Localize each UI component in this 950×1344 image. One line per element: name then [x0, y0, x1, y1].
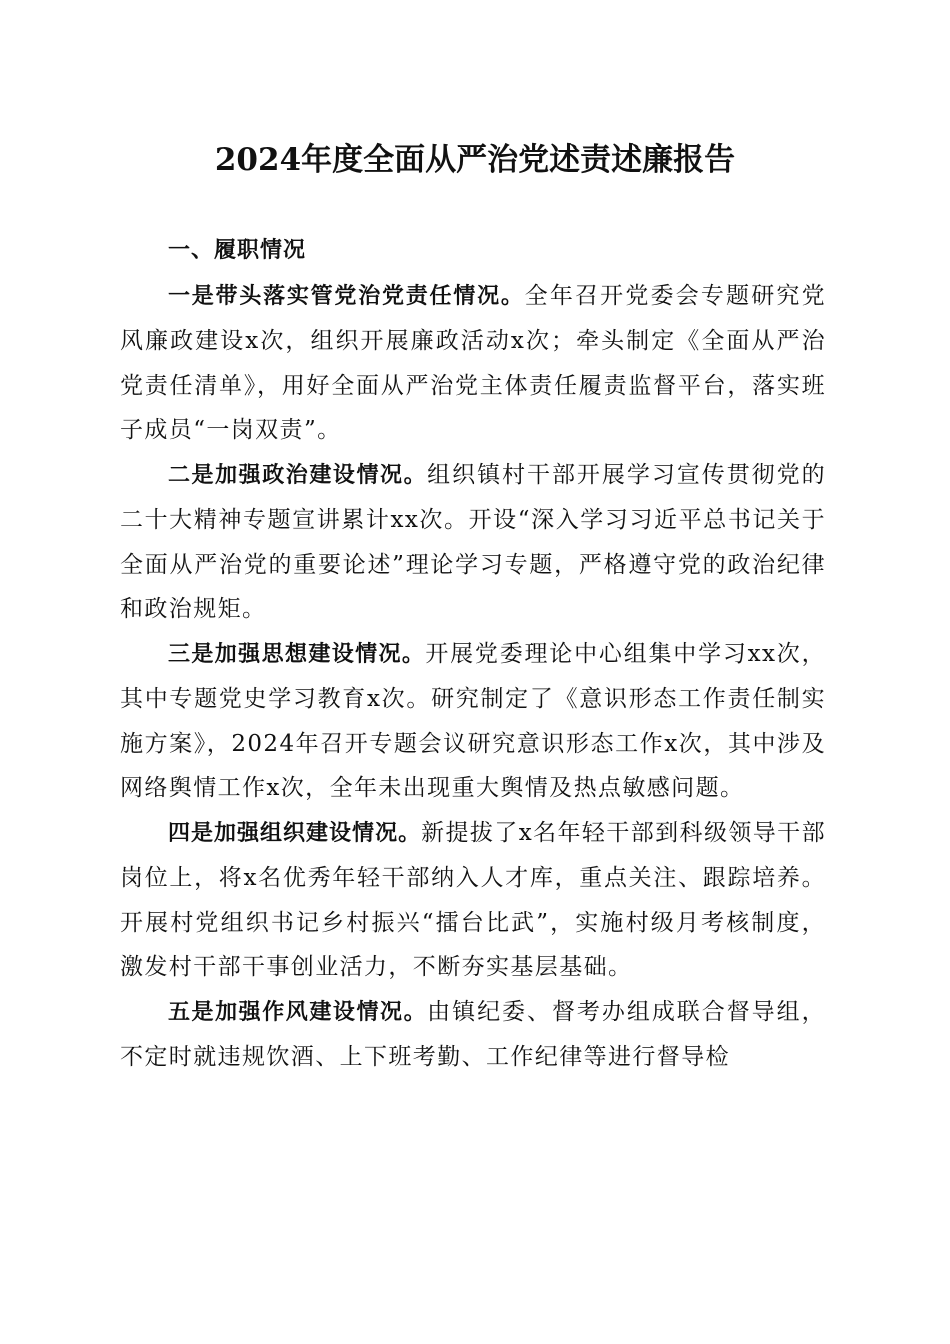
document-body	[120, 229, 826, 1080]
paragraph-text: 全年召开党委会专题研究党风廉政建设x次，组织开展廉政活动x次；牵头制定《全面从严治党责任清单》，用好全面从严治党主体责任履责监督平台，落实班子成员“一岗双责”。	[120, 282, 826, 443]
paragraph-text: 组织镇村干部开展学习宣传贯彻党的二十大精神专题宣讲累计xx次。开设“深入学习习近平总书记关于全面从严治党的重要论述”理论学习专题，严格遵守党的政治纪律和政治规矩。	[120, 461, 826, 622]
paragraph-5	[120, 990, 826, 1080]
paragraph-lead: 三是加强思想建设情况。	[168, 641, 426, 667]
paragraph-text: 开展党委理论中心组集中学习xx次，其中专题党史学习教育x次。研究制定了《意识形态工作责任制实施方案》，2024年召开专题会议研究意识形态工作x次，其中涉及网络舆情工作x次，全年未出现重大舆情及热点敏感问题。	[120, 640, 826, 801]
paragraph-2	[120, 453, 826, 632]
paragraph-text: 由镇纪委、督考办组成联合督导组，不定时就违规饮酒、上下班考勤、工作纪律等进行督导检	[120, 998, 826, 1070]
paragraph-lead: 四是加强组织建设情况。	[168, 820, 422, 846]
paragraph-text: 新提拔了x名年轻干部到科级领导干部岗位上，将x名优秀年轻干部纳入人才库，重点关注、跟踪培养。开展村党组织书记乡村振兴“擂台比武”，实施村级月考核制度，激发村干部干事创业活力，不断夯实基层基础。	[120, 819, 826, 980]
paragraph-1	[120, 274, 826, 453]
paragraph-4	[120, 811, 826, 990]
paragraph-lead: 二是加强政治建设情况。	[168, 462, 428, 488]
section-heading: 一、履职情况	[168, 238, 307, 263]
paragraph-lead: 一是带头落实管党治党责任情况。	[168, 283, 525, 309]
paragraph-3	[120, 632, 826, 811]
document-title: 2024年度全面从严治党述责述廉报告	[214, 142, 736, 178]
paragraph-lead: 五是加强作风建设情况。	[168, 999, 428, 1025]
